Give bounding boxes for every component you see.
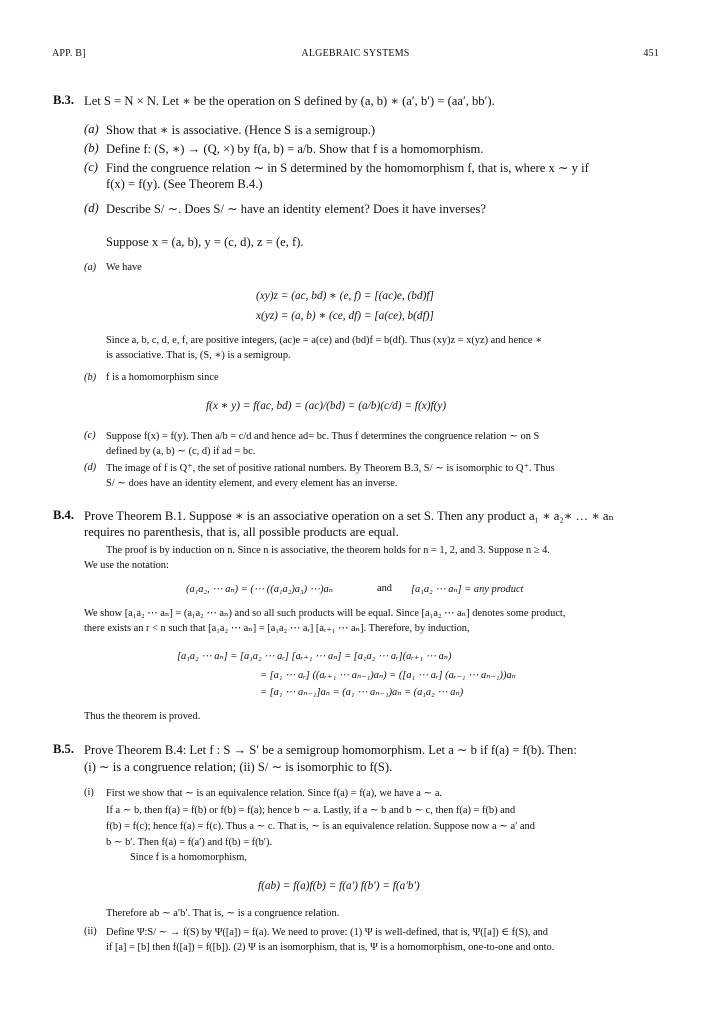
solution-text: S/ ∼ does have an identity element, and every element has an inverse. xyxy=(106,478,398,489)
solution-label: (b) xyxy=(84,372,97,383)
problem-b5-statement: (i) ∼ is a congruence relation; (ii) S/ ∼ is isomorphic to f(S). xyxy=(84,760,393,774)
part-label: (d) xyxy=(84,201,99,215)
equation: = [a₁ ⋯ aₙ₋₁]aₙ = (a₁ ⋯ aₙ₋₁)aₙ = (a₁a₂ ⋯ aₙ) xyxy=(260,687,464,698)
problem-b3-statement: Let S = N × N. Let ∗ be the operation on S defined by (a, b) ∗ (a′, b′) = (aa′, bb′). xyxy=(84,94,495,108)
proof-text: f(b) = f(c); hence f(a) = f(c). Thus a ∼ c. That is, ∼ is an equivalence relation. Suppose now a ∼ a′ and xyxy=(106,821,535,832)
part-text: Describe S/ ∼. Does S/ ∼ have an identity element? Does it have inverses? xyxy=(106,202,486,216)
proof-label: (ii) xyxy=(84,926,97,937)
proof-text: if [a] = [b] then f([a]) = f([b]). (2) Ψ is an isomorphism, that is, Ψ is a homomorphism, one-to-one and onto. xyxy=(106,942,555,953)
problem-number-b3: B.3. xyxy=(53,93,74,107)
part-label: (b) xyxy=(84,141,99,155)
proof-text: there exists an r < n such that [a₁a₂ ⋯ aₙ] = [a₁a₂ ⋯ aᵣ] [aᵣ₊₁ ⋯ aₙ]. Therefore, by induction, xyxy=(84,623,470,634)
equation: f(ab) = f(a)f(b) = f(a′) f(b′) = f(a′b′) xyxy=(258,880,420,892)
solution-text: defined by (a, b) ∼ (c, d) if ad = bc. xyxy=(106,446,256,457)
proof-text: b ∼ b′. Then f(a) = f(a′) and f(b) = f(b′). xyxy=(106,837,273,848)
proof-conclusion: Thus the theorem is proved. xyxy=(84,711,201,722)
solution-text: f is a homomorphism since xyxy=(106,372,219,383)
part-label: (a) xyxy=(84,122,99,136)
header-title: ALGEBRAIC SYSTEMS xyxy=(301,48,410,59)
proof-text: The proof is by induction on n. Since n is associative, the theorem holds for n = 1, 2, and 3. Suppose n ≥ 4. xyxy=(106,545,550,556)
equation: = [a₁ ⋯ aᵣ] ((aᵣ₊₁ ⋯ aₙ₋₁)aₙ) = ([a₁ ⋯ aᵣ] (aᵣ₋₁ ⋯ aₙ₋₁))aₙ xyxy=(260,670,516,681)
solution-text: Suppose f(x) = f(y). Then a/b = c/d and hence ad= bc. Thus f determines the congruence relation ∼ on S xyxy=(106,431,540,442)
solution-text: We have xyxy=(106,262,142,273)
problem-number-b4: B.4. xyxy=(53,508,74,522)
problem-number-b5: B.5. xyxy=(53,742,74,756)
proof-text: We use the notation: xyxy=(84,560,169,571)
running-header xyxy=(52,48,659,62)
equation: f(x ∗ y) = f(ac, bd) = (ac)/(bd) = (a/b)(c/d) = f(x)f(y) xyxy=(206,400,447,412)
part-text: Show that ∗ is associative. (Hence S is a semigroup.) xyxy=(106,123,376,137)
problem-b4-statement: Prove Theorem B.1. Suppose ∗ is an associative operation on a set S. Then any product a₁ ∗ a₂∗ … ∗ aₙ xyxy=(84,509,614,523)
header-section: APP. B] xyxy=(52,48,86,59)
solution-suppose: Suppose x = (a, b), y = (c, d), z = (e, f). xyxy=(106,235,304,249)
notation-right: [a₁a₂ ⋯ aₙ] = any product xyxy=(411,584,524,595)
proof-text: Since f is a homomorphism, xyxy=(130,852,247,863)
equation: (xy)z = (ac, bd) ∗ (e, f) = [(ac)e, (bd)f] xyxy=(256,290,434,302)
notation-left: (a₁a₂, ⋯ aₙ) = (⋯ ((a₁a₂)a₃) ⋯)aₙ xyxy=(186,584,333,595)
solution-label: (c) xyxy=(84,430,96,441)
problem-b4-statement: requires no parenthesis, that is, all possible products are equal. xyxy=(84,525,399,539)
solution-text: is associative. That is, (S, ∗) is a semigroup. xyxy=(106,350,291,361)
proof-text: Define Ψ:S/ ∼ → f(S) by Ψ([a]) = f(a). We need to prove: (1) Ψ is well-defined, that is, Ψ([a]) ∈ f(S), and xyxy=(106,927,548,938)
proof-label: (i) xyxy=(84,787,94,798)
solution-label: (a) xyxy=(84,262,97,273)
equation: x(yz) = (a, b) ∗ (ce, df) = [a(ce), b(df)] xyxy=(256,310,434,322)
equation: [a₁a₂ ⋯ aₙ] = [a₁a₂ ⋯ aᵣ] [aᵣ₊₁ ⋯ aₙ] = [a₁a₂ ⋯ aᵣ](aᵣ₊₁ ⋯ aₙ) xyxy=(177,651,452,662)
solution-text: Since a, b, c, d, e, f, are positive integers, (ac)e = a(ce) and (bd)f = b(df). Thus (xy)z = x(yz) and hence ∗ xyxy=(106,335,543,346)
proof-text: First we show that ∼ is an equivalence relation. Since f(a) = f(a), we have a ∼ a. xyxy=(106,788,443,799)
notation-and: and xyxy=(377,583,393,594)
page-number: 451 xyxy=(643,48,659,59)
proof-text: We show [a₁a₂ ⋯ aₙ] = (a₁a₂ ⋯ aₙ) and so all such products will be equal. Since [a₁a₂ ⋯ aₙ] denotes some product, xyxy=(84,608,566,619)
part-text: Define f: (S, ∗) → (Q, ×) by f(a, b) = a/b. Show that f is a homomorphism. xyxy=(106,142,484,156)
problem-b5-statement: Prove Theorem B.4: Let f : S → S′ be a semigroup homomorphism. Let a ∼ b if f(a) = f(b). Then: xyxy=(84,743,577,757)
solution-label: (d) xyxy=(84,462,97,473)
solution-text: The image of f is Q⁺, the set of positive rational numbers. By Theorem B.3, S/ ∼ is isomorphic to Q⁺. Thus xyxy=(106,463,555,474)
proof-text: If a ∼ b, then f(a) = f(b) or f(b) = f(a); hence b ∼ a. Lastly, if a ∼ b and b ∼ c, then f(a) = f(b) and xyxy=(106,805,516,816)
part-label: (c) xyxy=(84,160,98,174)
proof-text: Therefore ab ∼ a′b′. That is, ∼ is a congruence relation. xyxy=(106,908,340,919)
part-text: f(x) = f(y). (See Theorem B.4.) xyxy=(106,177,263,191)
part-text: Find the congruence relation ∼ in S determined by the homomorphism f, that is, where x ∼ y if xyxy=(106,161,589,175)
